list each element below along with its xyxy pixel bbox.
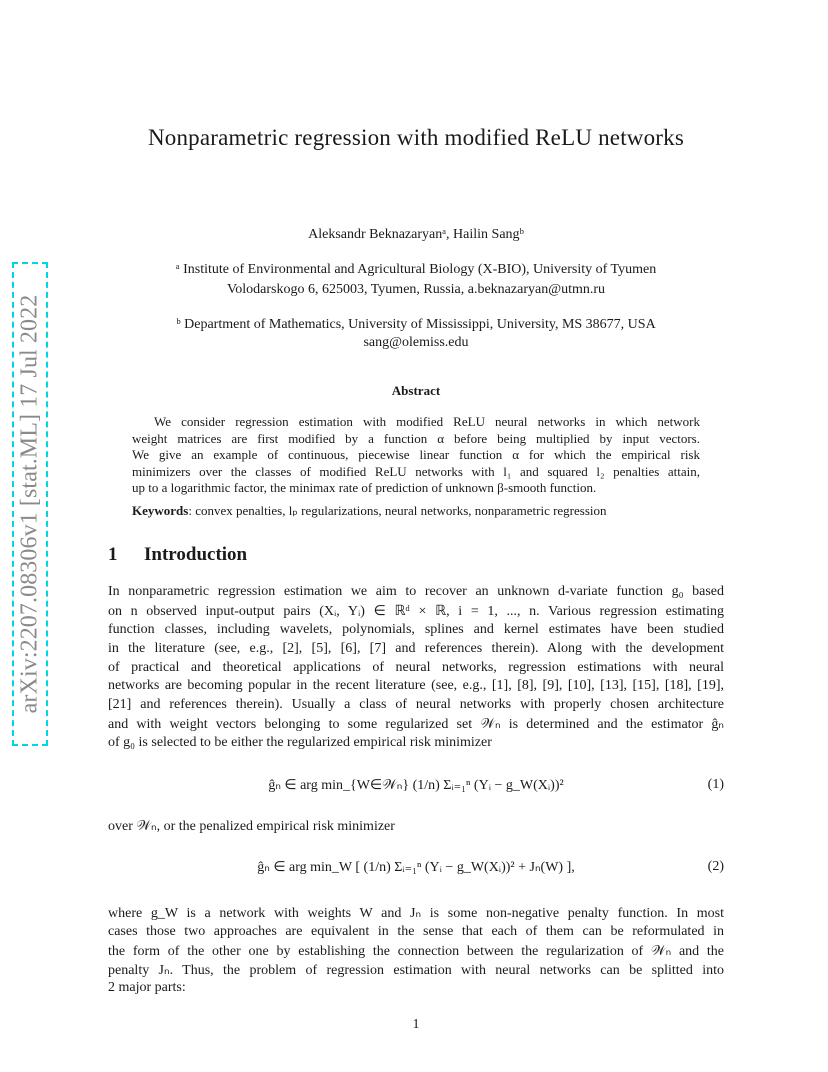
abstract-line: We consider regression estimation with modified ReLU neural networks in which network <box>154 414 700 429</box>
abstract-heading: Abstract <box>391 383 441 398</box>
section-number: 1 <box>108 544 118 565</box>
abstract-line: minimizers over the classes of modified ReLU networks with l₁ and squared l₂ penalties attain, <box>132 464 700 479</box>
body-line: in the literature (see, e.g., [2], [5], [6], [7] and references therein). Along with the development <box>108 641 724 656</box>
body-line: the form of the other one by establishing the connection between the regularization of 𝒲ₙ and the <box>108 944 724 959</box>
affiliation-a-line1: ᵃ Institute of Environmental and Agricultural Biology (X-BIO), University of Tyumen <box>175 262 657 277</box>
keywords <box>132 503 700 519</box>
body-line: [21] and references therein). Usually a class of neural networks with properly chosen architecture <box>108 697 724 712</box>
paper-page <box>108 0 724 1072</box>
arxiv-stamp <box>12 262 48 746</box>
body-line: and with weight vectors belonging to some regularized set 𝒲ₙ is determined and the estimator ĝₙ <box>108 717 724 732</box>
page-number: 1 <box>412 1017 420 1032</box>
abstract-line: We give an example of continuous, piecewise linear function α for which the empirical risk <box>132 447 700 462</box>
body-line: of practical and theoretical applications of neural networks, regression estimations with neural <box>108 660 724 675</box>
paper-title: Nonparametric regression with modified ReLU networks <box>147 125 685 150</box>
affiliation-b-line2: sang@olemiss.edu <box>363 335 469 350</box>
body-line: In nonparametric regression estimation we aim to recover an unknown d-variate function g₀ based <box>108 584 724 599</box>
body-line: on n observed input-output pairs (Xᵢ, Yᵢ) ∈ ℝᵈ × ℝ, i = 1, ..., n. Various regression estimating <box>108 604 724 619</box>
keywords-text: : convex penalties, lₚ regularizations, neural networks, nonparametric regression <box>188 503 607 518</box>
body-line: of g₀ is selected to be either the regularized empirical risk minimizer <box>108 735 492 750</box>
body-line: over 𝒲ₙ, or the penalized empirical risk minimizer <box>108 819 395 834</box>
equation-1-number: (1) <box>707 777 724 792</box>
equation-1: ĝₙ ∈ arg min_{W∈𝒲ₙ} (1/n) Σᵢ₌₁ⁿ (Yᵢ − g_W(Xᵢ))² <box>268 778 564 793</box>
affiliation-b-line1: ᵇ Department of Mathematics, University of Mississippi, University, MS 38677, USA <box>176 317 656 332</box>
arxiv-identifier: arXiv:2207.08306v1 [stat.ML] 17 Jul 2022 <box>16 294 43 714</box>
body-line: function classes, including wavelets, polynomials, splines and kernel estimates have been studied <box>108 622 724 637</box>
affiliation-a-line2: Volodarskogo 6, 625003, Tyumen, Russia, a.beknazaryan@utmn.ru <box>226 282 606 297</box>
body-line: cases those two approaches are equivalent in the sense that each of them can be reformulated in <box>108 924 724 939</box>
body-line: 2 major parts: <box>108 980 186 995</box>
body-line: networks are becoming popular in the recent literature (see, e.g., [1], [8], [9], [10], [13], [15], [18], [19], <box>108 678 724 693</box>
equation-2-number: (2) <box>707 859 724 874</box>
body-line: where g_W is a network with weights W and Jₙ is some non-negative penalty function. In most <box>108 906 724 921</box>
equation-2: ĝₙ ∈ arg min_W [ (1/n) Σᵢ₌₁ⁿ (Yᵢ − g_W(Xᵢ))² + Jₙ(W) ], <box>257 860 575 875</box>
abstract-line: weight matrices are first modified by a function α before being multiplied by input vectors. <box>132 431 700 446</box>
section-title: Introduction <box>144 544 248 565</box>
author-list: Aleksandr Beknazaryanᵃ, Hailin Sangᵇ <box>308 227 524 242</box>
body-line: penalty Jₙ. Thus, the problem of regression estimation with neural networks can be splitted into <box>108 963 724 978</box>
section-heading <box>108 544 247 566</box>
abstract-line: up to a logarithmic factor, the minimax rate of prediction of unknown β-smooth function. <box>132 480 597 495</box>
keywords-label: Keywords <box>132 503 189 518</box>
